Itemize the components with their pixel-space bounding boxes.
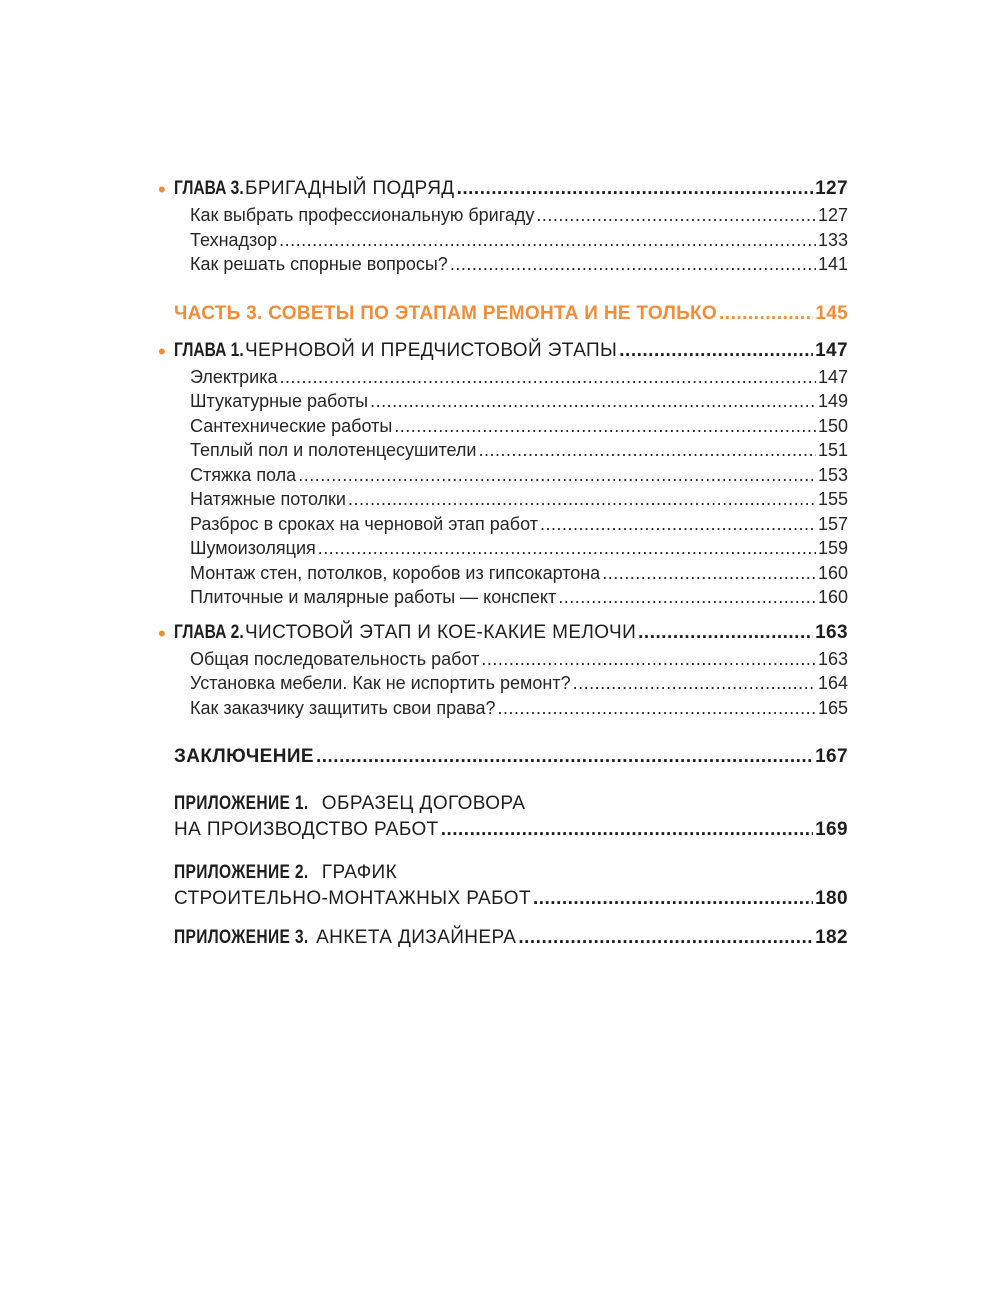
- toc-group-p3-chapter2: [158, 620, 848, 723]
- toc-item[interactable]: [174, 391, 848, 416]
- appendix-label: ПРИЛОЖЕНИЕ 2.: [174, 862, 309, 883]
- toc-item[interactable]: [174, 465, 848, 490]
- dot-leader: [498, 698, 816, 719]
- dot-leader: [450, 254, 816, 275]
- page-number: 147: [817, 366, 848, 387]
- dot-leader: [536, 205, 816, 226]
- dot-leader: [394, 416, 816, 437]
- appendix-line: [174, 888, 848, 915]
- toc-item[interactable]: [174, 514, 848, 539]
- page-number: 150: [817, 415, 848, 436]
- toc-appendix-3[interactable]: [174, 927, 848, 954]
- dot-leader: [279, 230, 816, 251]
- page-number: 169: [815, 819, 848, 840]
- page-number: 160: [817, 587, 848, 607]
- chapter-label: ГЛАВА 2.: [174, 621, 244, 643]
- item-title: Штукатурные работы: [190, 391, 369, 411]
- toc-part-entry[interactable]: [174, 303, 848, 330]
- appendix-title: АНКЕТА ДИЗАЙНЕРА: [316, 927, 517, 948]
- dot-leader: [619, 340, 813, 362]
- dot-leader: [316, 746, 813, 768]
- dot-leader: [481, 649, 816, 670]
- dot-leader: [441, 819, 813, 841]
- item-title: Электрика: [190, 366, 278, 387]
- dot-leader: [518, 927, 813, 949]
- page-number: 155: [817, 489, 848, 509]
- appendix-heading: [174, 862, 848, 888]
- page-number: 164: [817, 673, 848, 693]
- page-number: 127: [815, 178, 848, 199]
- chapter-title: ЧИСТОВОЙ ЭТАП И КОЕ-КАКИЕ МЕЛОЧИ: [244, 621, 637, 643]
- page-number: 160: [817, 562, 848, 583]
- toc-chapter-entry[interactable]: [158, 177, 848, 205]
- item-title: Как решать спорные вопросы?: [190, 254, 448, 274]
- appendix-label: ПРИЛОЖЕНИЕ 1.: [174, 793, 309, 814]
- dot-leader: [370, 391, 816, 412]
- page-number: 167: [815, 746, 848, 767]
- toc-appendix-2[interactable]: [174, 862, 848, 915]
- item-title: Теплый пол и полотенцесушители: [190, 440, 477, 460]
- dot-leader: [719, 303, 813, 325]
- toc-conclusion-entry[interactable]: [174, 746, 848, 773]
- toc-item[interactable]: [174, 416, 848, 441]
- toc-item[interactable]: [174, 698, 848, 723]
- dot-leader: [280, 367, 816, 388]
- page-number: 182: [815, 927, 848, 948]
- toc-chapter-entry[interactable]: [158, 620, 848, 649]
- dot-leader: [348, 489, 816, 510]
- page-number: 147: [815, 339, 848, 361]
- appendix-title-line1: ГРАФИК: [321, 862, 398, 883]
- bullet-icon: •: [158, 620, 167, 646]
- toc-item[interactable]: [174, 587, 848, 612]
- dot-leader: [540, 514, 816, 535]
- appendix-title-line2: НА ПРОИЗВОДСТВО РАБОТ: [174, 819, 439, 840]
- dot-leader: [298, 465, 816, 486]
- page-number: 149: [817, 391, 848, 411]
- dot-leader: [478, 440, 815, 461]
- appendix-line: [174, 819, 848, 846]
- page-number: 163: [817, 648, 848, 669]
- toc-item[interactable]: [174, 205, 848, 230]
- toc-item[interactable]: [174, 440, 848, 465]
- page-number: 133: [817, 229, 848, 250]
- dot-leader: [558, 587, 816, 608]
- dot-leader: [573, 673, 816, 694]
- item-title: Сантехнические работы: [190, 415, 393, 436]
- page-number: 145: [815, 302, 848, 324]
- item-title: Натяжные потолки: [190, 489, 346, 509]
- item-title: Шумоизоляция: [190, 538, 316, 558]
- appendix-title-line1: ОБРАЗЕЦ ДОГОВОРА: [321, 793, 526, 814]
- dot-leader: [533, 888, 813, 910]
- item-title: Как заказчику защитить свои права?: [190, 697, 496, 718]
- page-number: 151: [817, 440, 848, 460]
- appendix-label: ПРИЛОЖЕНИЕ 3.: [174, 927, 309, 948]
- appendix-title-line2: СТРОИТЕЛЬНО-МОНТАЖНЫХ РАБОТ: [174, 888, 531, 909]
- chapter-title: ЧЕРНОВОЙ И ПРЕДЧИСТОВОЙ ЭТАПЫ: [244, 339, 618, 361]
- page-number: 165: [817, 697, 848, 718]
- page-number: 159: [817, 538, 848, 558]
- toc-item[interactable]: [174, 230, 848, 255]
- toc-item[interactable]: [174, 673, 848, 698]
- page-number: 163: [815, 621, 848, 643]
- dot-leader: [638, 622, 813, 644]
- dot-leader: [602, 563, 816, 584]
- part-title: ЧАСТЬ 3. СОВЕТЫ ПО ЭТАПАМ РЕМОНТА И НЕ ТОЛЬКО: [174, 302, 718, 324]
- dot-leader: [457, 178, 814, 200]
- table-of-contents: [158, 177, 848, 954]
- item-title: Установка мебели. Как не испортить ремонт?: [190, 673, 571, 693]
- toc-group-chapter3: [158, 177, 848, 279]
- conclusion-title: ЗАКЛЮЧЕНИЕ: [174, 746, 314, 767]
- toc-item[interactable]: [174, 563, 848, 588]
- appendix-heading: [174, 793, 848, 819]
- item-title: Плиточные и малярные работы — конспект: [190, 587, 557, 607]
- toc-item[interactable]: [174, 649, 848, 674]
- chapter-label: ГЛАВА 1.: [174, 339, 244, 361]
- item-title: Монтаж стен, потолков, коробов из гипсокартона: [190, 562, 601, 583]
- page-number: 127: [817, 205, 848, 225]
- bullet-icon: •: [158, 177, 167, 202]
- toc-group-p3-chapter1: [158, 338, 848, 612]
- chapter-label: ГЛАВА 3.: [174, 178, 244, 199]
- item-title: Стяжка пола: [190, 464, 297, 485]
- toc-item[interactable]: [174, 254, 848, 279]
- item-title: Как выбрать профессиональную бригаду: [190, 205, 535, 225]
- page-number: 153: [817, 464, 848, 485]
- chapter-title: БРИГАДНЫЙ ПОДРЯД: [244, 178, 455, 199]
- toc-item[interactable]: [174, 489, 848, 514]
- item-title: Технадзор: [190, 229, 278, 250]
- toc-appendix-1[interactable]: [174, 793, 848, 846]
- page-number: 180: [815, 888, 848, 909]
- toc-item[interactable]: [174, 367, 848, 392]
- page-number: 157: [817, 513, 848, 534]
- toc-chapter-entry[interactable]: [158, 338, 848, 367]
- dot-leader: [318, 538, 816, 559]
- bullet-icon: •: [158, 338, 167, 364]
- item-title: Общая последовательность работ: [190, 648, 480, 669]
- item-title: Разброс в сроках на черновой этап работ: [190, 513, 538, 534]
- toc-item[interactable]: [174, 538, 848, 563]
- page-number: 141: [817, 254, 848, 274]
